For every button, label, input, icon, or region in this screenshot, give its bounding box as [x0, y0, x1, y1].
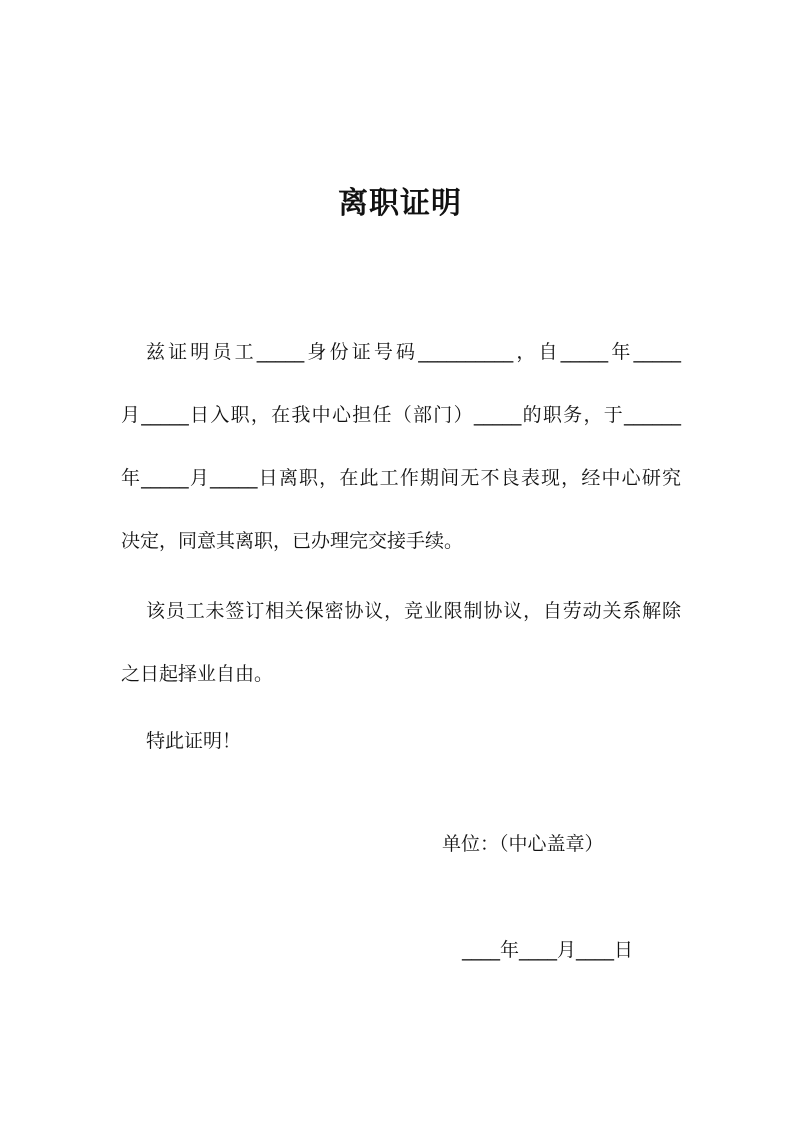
- document-title: 离职证明: [338, 186, 462, 221]
- paragraph-1-line-2: 月_____日入职，在我中心担任（部门）_____的职务，于______: [121, 404, 681, 426]
- paragraph-1-line-3: 年_____月_____日离职，在此工作期间无不良表现，经中心研究: [121, 467, 681, 489]
- paragraph-1-line-1: 兹证明员工_____身份证号码__________，自_____年_____: [146, 341, 681, 363]
- paragraph-1-line-4: 决定，同意其离职，已办理完交接手续。: [121, 530, 464, 552]
- date-line: ____年____月____日: [462, 939, 634, 961]
- closing-statement: 特此证明！: [146, 730, 242, 752]
- paragraph-2-line-1: 该员工未签订相关保密协议，竞业限制协议，自劳动关系解除: [146, 600, 681, 622]
- paragraph-2-line-2: 之日起择业自由。: [121, 663, 274, 685]
- unit-seal-label: 单位：（中心盖章）: [442, 833, 604, 855]
